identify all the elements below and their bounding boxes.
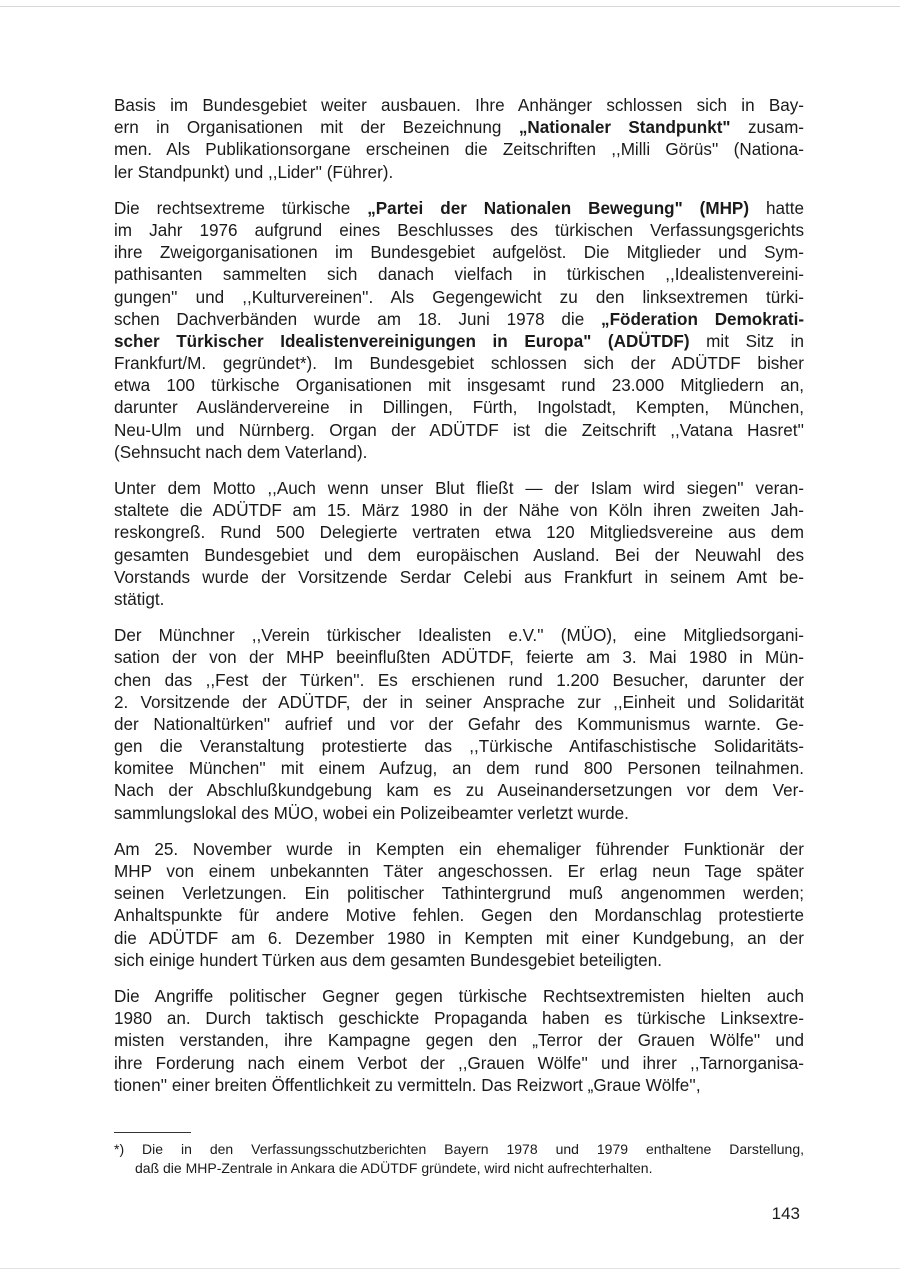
text-line [114,545,804,567]
text-run: hatte [749,198,804,218]
text-line [114,950,804,972]
text-line [114,861,804,883]
text-line [114,567,804,589]
text-run: Der Münchner ,,Verein türkischer Idealisten e.V.'' (MÜO), eine Mitgliedsorgani- [114,626,804,646]
paragraph-gap [114,184,804,198]
text-line [114,1053,804,1075]
text-line [114,1008,804,1030]
text-line [114,478,804,500]
text-line [114,198,804,220]
text-line [114,625,804,647]
text-line [114,883,804,905]
footnote-line: daß die MHP-Zentrale in Ankara die ADÜTDF gründete, wird nicht aufrechterhalten. [135,1160,653,1176]
text-run: im Jahr 1976 aufgrund eines Beschlusses des türkischen Verfassungsgerichts [114,220,804,240]
bold-text: scher Türkischer Idealistenvereinigungen in Europa" (ADÜTDF) [114,331,690,351]
text-run: ihre Zweigorganisationen im Bundesgebiet aufgelöst. Die Mitglieder und Sym- [114,243,804,263]
text-line [114,287,804,309]
page-top-edge [0,6,900,7]
text-run: 2. Vorsitzende der ADÜTDF, der in seiner Ansprache zur ,,Einheit und Solidarität [114,692,804,712]
text-run: Neu-Ulm und Nürnberg. Organ der ADÜTDF ist die Zeitschrift ,,Vatana Hasret'' [114,420,804,440]
paragraph [114,986,804,1097]
footnote [114,1140,804,1178]
paragraph-gap [114,464,804,478]
text-line [114,1030,804,1052]
text-run: gungen'' und ,,Kulturvereinen''. Als Gegengewicht zu den linksextremen türki- [114,287,804,307]
text-line [114,905,804,927]
text-run: ihre Forderung nach einem Verbot der ,,Grauen Wölfe'' und ihrer ,,Tarnorganisa- [114,1053,804,1073]
text-line [114,264,804,286]
text-run: Frankfurt/M. gegründet*). Im Bundesgebiet schlossen sich der ADÜTDF bisher [114,354,804,374]
footnote-line: *) Die in den Verfassungsschutzberichten Bayern 1978 und 1979 enthaltene Darstellung, [114,1141,804,1157]
text-run: Unter dem Motto ,,Auch wenn unser Blut fließt — der Islam wird siegen'' veran- [114,479,804,498]
paragraph-gap [114,825,804,839]
text-run: zusam- [730,118,804,138]
text-run: Die Angriffe politischer Gegner gegen türkische Rechtsextremisten hielten auch [114,986,804,1006]
text-line [114,736,804,758]
text-run: 1980 an. Durch taktisch geschickte Propaganda haben es türkische Linksextre- [114,1009,804,1029]
text-line [114,522,804,544]
text-line [114,692,804,714]
text-line [114,375,804,397]
text-run: der Nationaltürken'' aufrief und vor der Gefahr des Kommunismus warnte. Ge- [114,714,804,734]
paragraph [114,839,804,972]
text-run: seinen Verletzungen. Ein politischer Tathintergrund muß angenommen werden; [114,884,804,904]
text-run: staltete die ADÜTDF am 15. März 1980 in der Nähe von Köln ihren zweiten Jah- [114,501,804,521]
text-line [114,589,804,611]
text-run: schen Dachverbänden wurde am 18. Juni 1978 die [114,309,602,329]
text-line [114,220,804,242]
text-run: gesamten Bundesgebiet und dem europäischen Ausland. Bei der Neuwahl des [114,545,804,565]
footnote-separator [114,1132,191,1133]
text-run: etwa 100 türkische Organisationen mit insgesamt rund 23.000 Mitgliedern an, [114,376,804,396]
text-run: chen das ,,Fest der Türken''. Es erschienen rund 1.200 Besucher, darunter der [114,670,804,690]
text-line [114,162,804,184]
text-line [114,442,804,464]
bold-text: „Föderation Demokrati- [601,309,805,329]
paragraph-gap [114,972,804,986]
text-run: ler Standpunkt) und ,,Lider'' (Führer). [114,162,394,182]
paragraph [114,625,804,825]
text-run: Am 25. November wurde in Kempten ein ehemaliger führender Funktionär der [114,839,804,859]
text-line [114,758,804,780]
bold-text: „Partei der Nationalen Bewegung" (MHP) [367,198,750,218]
text-run: Anhaltspunkte für andere Motive fehlen. Gegen den Mordanschlag protestierte [114,906,804,926]
text-line [114,353,804,375]
text-line [114,117,804,139]
text-line [114,397,804,419]
text-line [114,803,804,825]
text-line [114,331,804,353]
text-run: darunter Ausländervereine in Dillingen, Fürth, Ingolstadt, Kempten, München, [114,398,804,418]
text-run: gen die Veranstaltung protestierte das ,,Türkische Antifaschistische Solidaritäts- [114,737,804,757]
text-run: Basis im Bundesgebiet weiter ausbauen. Ihre Anhänger schlossen sich in Bay- [114,96,804,115]
text-run: Die rechtsextreme türkische [114,198,368,218]
text-line [114,139,804,161]
text-line [114,928,804,950]
text-run: stätigt. [114,589,165,609]
text-line [114,647,804,669]
text-run: ern in Organisationen mit der Bezeichnung [114,118,519,138]
text-run: misten verstanden, ihre Kampagne gegen den „Terror der Grauen Wölfe'' und [114,1031,804,1051]
text-run: (Sehnsucht nach dem Vaterland). [114,442,368,462]
text-line [114,242,804,264]
text-line [114,780,804,802]
bold-text: „Nationaler Standpunkt" [518,118,731,138]
text-line [114,500,804,522]
text-run: sich einige hundert Türken aus dem gesamten Bundesgebiet beteiligten. [114,950,662,970]
text-run: reskongreß. Rund 500 Delegierte vertraten etwa 120 Mitgliedsvereine aus dem [114,523,804,543]
document-body [114,95,804,1097]
text-run: mit Sitz in [689,331,804,351]
text-line [114,714,804,736]
text-run: men. Als Publikationsorgane erscheinen die Zeitschriften ,,Milli Görüs'' (Nationa- [114,140,804,160]
paragraph [114,478,804,611]
text-line [114,1075,804,1097]
paragraph-gap [114,611,804,625]
text-line [114,670,804,692]
page-number: 143 [771,1204,800,1223]
text-run: Nach der Abschlußkundgebung kam es zu Auseinandersetzungen vor dem Ver- [114,781,804,801]
paragraph [114,198,804,464]
text-run: die ADÜTDF am 6. Dezember 1980 in Kempten mit einer Kundgebung, an der [114,928,804,948]
text-run: tionen'' einer breiten Öffentlichkeit zu vermitteln. Das Reizwort „Graue Wölfe'', [114,1075,701,1095]
text-line [114,420,804,442]
text-line [114,95,804,117]
text-run: sation der von der MHP beeinflußten ADÜTDF, feierte am 3. Mai 1980 in Mün- [114,648,804,668]
text-run: komitee München'' mit einem Aufzug, an dem rund 800 Personen teilnahmen. [114,759,804,779]
text-line [114,839,804,861]
text-line [114,309,804,331]
text-line [114,986,804,1008]
paragraph [114,95,804,184]
text-run: pathisanten sammelten sich danach vielfach in türkischen ,,Idealistenvereini- [114,265,804,285]
text-run: MHP von einem unbekannten Täter angeschossen. Er erlag neun Tage später [114,862,804,881]
text-run: sammlungslokal des MÜO, wobei ein Polizeibeamter verletzt wurde. [114,803,629,823]
text-run: Vorstands wurde der Vorsitzende Serdar Celebi aus Frankfurt in seinem Amt be- [114,567,804,587]
page-bottom-edge [0,1268,900,1269]
